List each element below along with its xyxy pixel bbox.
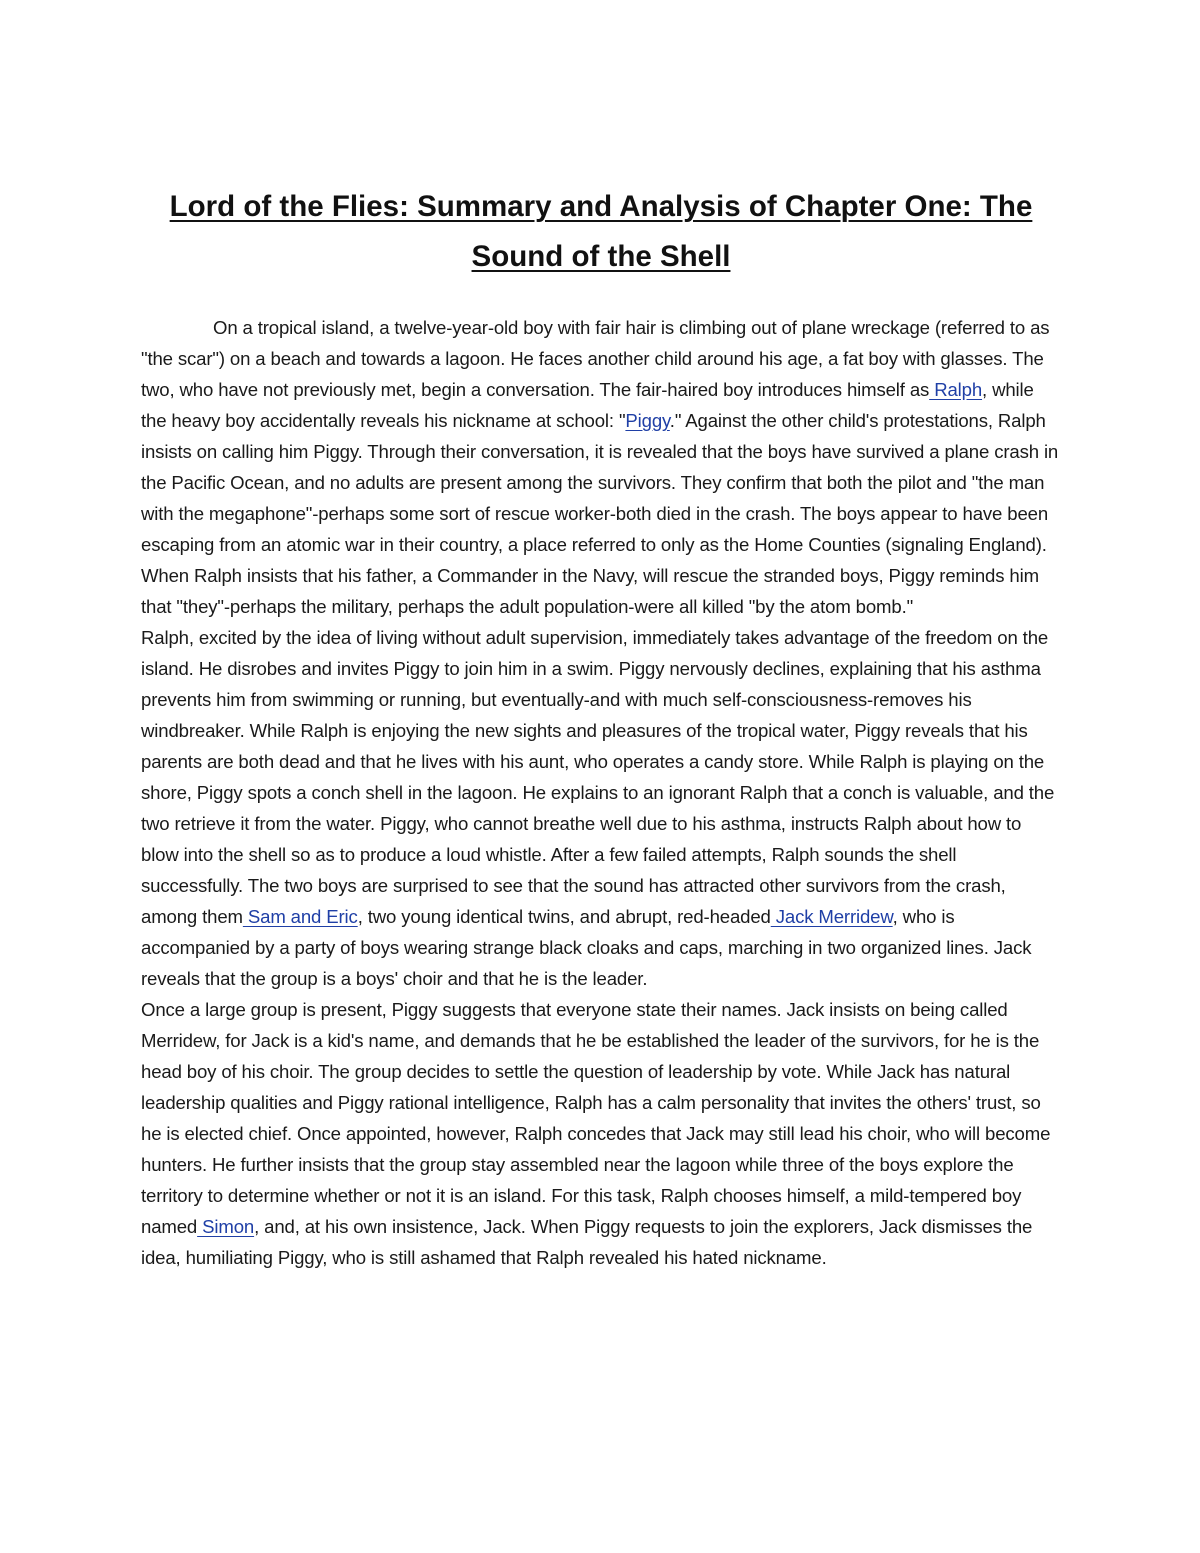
document-page	[141, 182, 1061, 1273]
paragraph-1-text-b: , while the heavy boy accidentally reveals his nickname at school: "	[141, 379, 1034, 431]
link-sam-and-eric[interactable]: Sam and Eric	[242, 906, 358, 927]
link-jack-merridew[interactable]: Jack Merridew	[770, 906, 893, 927]
paragraph-1-text-c: ." Against the other child's protestations, Ralph insists on calling him Piggy. Through their conversation, it is revealed that the boys have survived a plane crash in the Pacific Ocean, and no adults are present among the survivors. They confirm that both the pilot and "the man with the megaphone"-perhaps some sort of rescue worker-both died in the crash. The boys appear to have been escaping from an atomic war in their country, a place referred to only as the Home Counties (signaling England). When Ralph insists that his father, a Commander in the Navy, will rescue the stranded boys, Piggy reminds him that "they"-perhaps the military, perhaps the adult population-were all killed "by the atom bomb."	[141, 410, 1059, 617]
link-piggy[interactable]: Piggy	[625, 410, 670, 431]
paragraph-1	[141, 312, 1061, 622]
paragraph-3-text-a: Once a large group is present, Piggy suggests that everyone state their names. Jack insists on being called Merridew, for Jack is a kid's name, and demands that he be established the leader of the survivors, for he is the head boy of his choir. The group decides to settle the question of leadership by vote. While Jack has natural leadership qualities and Piggy rational intelligence, Ralph has a calm personality that invites the others' trust, so he is elected chief. Once appointed, however, Ralph concedes that Jack may still lead his choir, who will become hunters. He further insists that the group stay assembled near the lagoon while three of the boys explore the territory to determine whether or not it is an island. For this task, Ralph chooses himself, a mild-tempered boy named	[141, 999, 1051, 1237]
document-body	[141, 312, 1061, 1273]
link-ralph[interactable]: Ralph	[929, 379, 983, 400]
paragraph-2	[141, 622, 1061, 994]
paragraph-2-text-b: , two young identical twins, and abrupt, red-headed	[357, 906, 771, 927]
paragraph-3	[141, 994, 1061, 1273]
paragraph-2-text-c: , who is accompanied by a party of boys wearing strange black cloaks and caps, marching in two organized lines. Jack reveals that the group is a boys' choir and that he is the leader.	[141, 906, 1032, 989]
link-simon[interactable]: Simon	[197, 1216, 255, 1237]
paragraph-3-text-b: , and, at his own insistence, Jack. When Piggy requests to join the explorers, Jack dismisses the idea, humiliating Piggy, who is still ashamed that Ralph revealed his hated nickname.	[141, 1216, 1033, 1268]
document-title: Lord of the Flies: Summary and Analysis of Chapter One: The Sound of the Shell	[169, 190, 1033, 273]
paragraph-1-text-a: On a tropical island, a twelve-year-old boy with fair hair is climbing out of plane wreckage (referred to as "the scar") on a beach and towards a lagoon. He faces another child around his age, a fat boy with glasses. The two, who have not previously met, begin a conversation. The fair-haired boy introduces himself as	[141, 317, 1050, 400]
paragraph-2-text-a: Ralph, excited by the idea of living without adult supervision, immediately takes advantage of the freedom on the island. He disrobes and invites Piggy to join him in a swim. Piggy nervously declines, explaining that his asthma prevents him from swimming or running, but eventually-and with much self-consciousness-removes his windbreaker. While Ralph is enjoying the new sights and pleasures of the tropical water, Piggy reveals that his parents are both dead and that he lives with his aunt, who operates a candy store. While Ralph is playing on the shore, Piggy spots a conch shell in the lagoon. He explains to an ignorant Ralph that a conch is valuable, and the two retrieve it from the water. Piggy, who cannot breathe well due to his asthma, instructs Ralph about how to blow into the shell so as to produce a loud whistle. After a few failed attempts, Ralph sounds the shell successfully. The two boys are surprised to see that the sound has attracted other survivors from the crash, among them	[141, 627, 1055, 927]
